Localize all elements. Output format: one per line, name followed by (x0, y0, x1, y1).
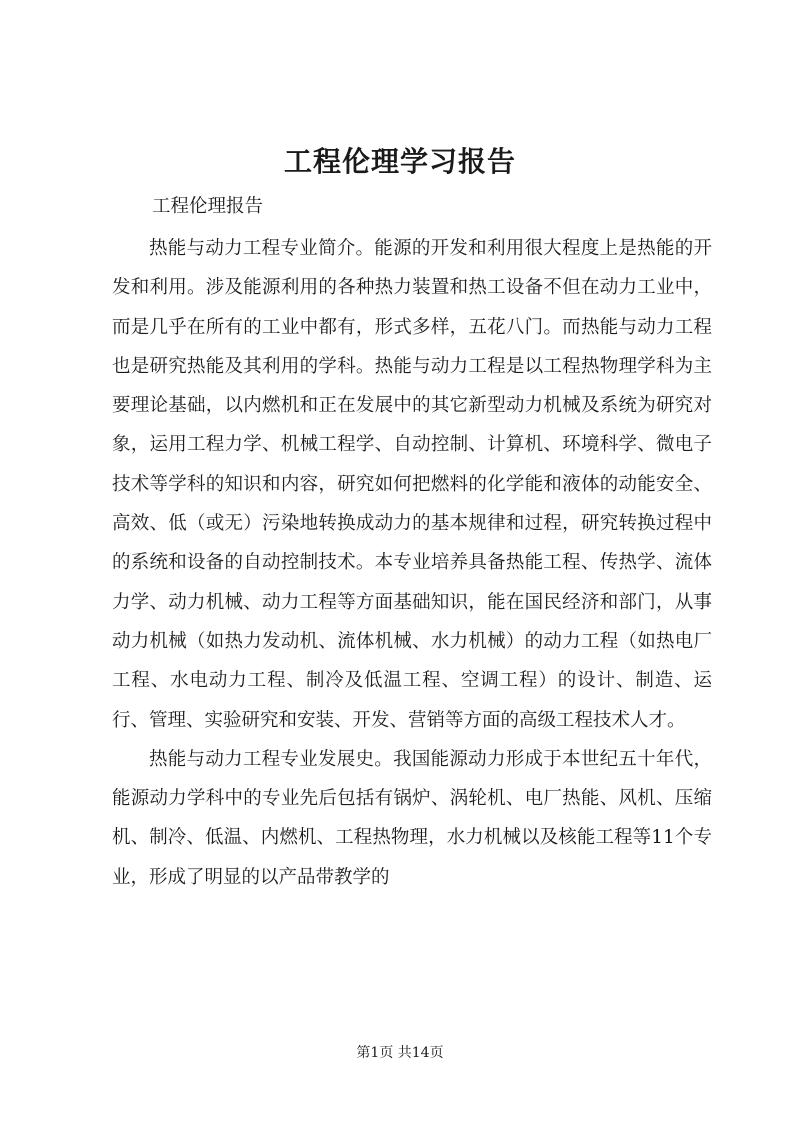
document-title: 工程伦理学习报告 (283, 145, 516, 178)
page-footer: 第1页 共14页 (356, 1045, 444, 1061)
paragraph-intro: 热能与动力工程专业简介。能源的开发和利用很大程度上是热能的开发和利用。涉及能源利用的各种热力装置和热工设备不但在动力工业中，而是几乎在所有的工业中都有，形式多样，五花八门。而热能与动力工程也是研究热能及其利用的学科。热能与动力工程是以工程热物理学科为主要理论基础，以内燃机和正在发展中的其它新型动力机械及系统为研究对象，运用工程力学、机械工程学、自动控制、计算机、环境科学、微电子技术等学科的知识和内容，研究如何把燃料的化学能和液体的动能安全、高效、低（或无）污染地转换成动力的基本规律和过程，研究转换过程中的系统和设备的自动控制技术。本专业培养具备热能工程、传热学、流体力学、动力机械、动力工程等方面基础知识，能在国民经济和部门，从事动力机械（如热力发动机、流体机械、水力机械）的动力工程（如热电厂工程、水电动力工程、制冷及低温工程、空调工程）的设计、制造、运行、管理、实验研究和安装、开发、营销等方面的高级工程技术人才。 (112, 238, 712, 731)
paragraph-history: 热能与动力工程专业发展史。我国能源动力形成于本世纪五十年代，能源动力学科中的专业先后包括有锅炉、涡轮机、电厂热能、风机、压缩机、制冷、低温、内燃机、工程热物理，水力机械以及核能工程等11个专业，形成了明显的以产品带教学的 (112, 748, 712, 888)
document-subtitle: 工程伦理报告 (152, 196, 264, 217)
document-body (112, 229, 712, 897)
